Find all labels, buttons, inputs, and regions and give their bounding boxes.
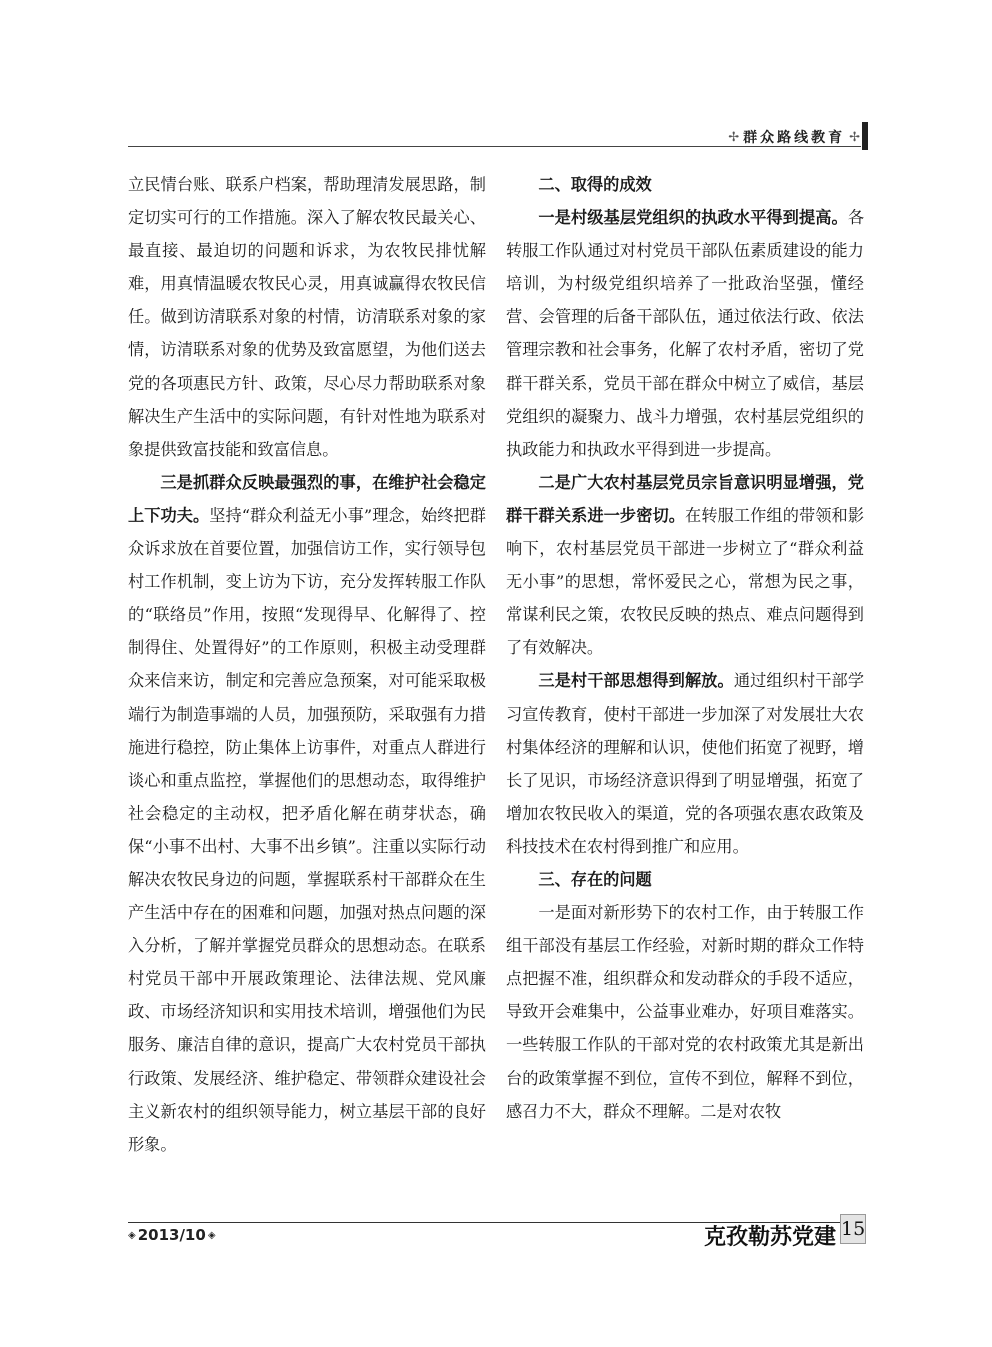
paragraph bbox=[506, 201, 864, 466]
paragraph-body: 通过组织村干部学习宣传教育，使村干部进一步加深了对发展壮大农村集体经济的理解和认识，使他们拓宽了视野，增长了见识，市场经济意识得到了明显增强，拓宽了增加农牧民收入的渠道，党的各项强农惠农政策及科技技术在农村得到推广和应用。 bbox=[506, 671, 865, 856]
header-divider bbox=[128, 146, 861, 147]
issue-label: 2013/10 bbox=[137, 1226, 206, 1244]
paragraph-lead: 一是村级基层党组织的执政水平得到提高。 bbox=[538, 208, 848, 228]
diamond-icon: ◈ bbox=[207, 1229, 216, 1241]
paragraph bbox=[506, 466, 864, 665]
paragraph-lead: 三是抓群众反映最强烈的事，在维护社会稳定上下功夫。 bbox=[128, 472, 486, 525]
cross-ornament-icon: ✢ bbox=[728, 129, 740, 145]
paragraph-lead: 三是村干部思想得到解放。 bbox=[538, 671, 734, 691]
paragraph bbox=[506, 664, 864, 863]
page-number: 15 bbox=[840, 1214, 866, 1244]
section-title: 群众路线教育 bbox=[743, 130, 846, 146]
right-column bbox=[506, 168, 864, 1128]
section-heading: 二、取得的成效 bbox=[538, 175, 652, 194]
left-column bbox=[128, 168, 486, 1161]
header-bar-ornament bbox=[862, 122, 868, 150]
paragraph bbox=[128, 466, 486, 1161]
section-heading: 三、存在的问题 bbox=[538, 869, 652, 889]
cross-ornament-icon: ✢ bbox=[849, 129, 860, 145]
paragraph: 一是面对新形势下的农村工作，由于转服工作组干部没有基层工作经验，对新时期的群众工作特点把握不准，组织群众和发动群众的手段不适应，导致开会难集中，公益事业难办，好项目难落实。一些转服工作队的干部对党的农村政策尤其是新出台的政策掌握不到位，宣传不到位，解释不到位，感召力不大，群众不理解。二是对农牧 bbox=[506, 903, 864, 1121]
paragraph-body: 在转服工作组的带领和影响下，农村基层党员干部进一步树立了“群众利益无小事”的思想，常怀爱民之心，常想为民之事，常谋利民之策，农牧民反映的热点、难点问题得到了有效解决。 bbox=[506, 505, 865, 658]
magazine-title: 克孜勒苏党建 bbox=[703, 1225, 836, 1250]
paragraph-lead: 二是广大农村基层党员宗旨意识明显增强，党群干群关系进一步密切。 bbox=[506, 472, 864, 525]
paragraph: 立民情台账、联系户档案，帮助理清发展思路，制定切实可行的工作措施。深入了解农牧民最关心、最直接、最迫切的问题和诉求，为农牧民排忧解难，用真情温暖农牧民心灵，用真诚赢得农牧民信任。做到访清联系对象的村情，访清联系对象的家情，访清联系对象的优势及致富愿望，为他们送去党的各项惠民方针、政策，尽心尽力帮助联系对象解决生产生活中的实际问题，有针对性地为联系对象提供致富技能和致富信息。 bbox=[128, 175, 486, 459]
paragraph-body: 坚持“群众利益无小事”理念，始终把群众诉求放在首要位置，加强信访工作，实行领导包村工作机制，变上访为下访，充分发挥转服工作队的“联络员”作用，按照“发现得早、化解得了、控制得住、处置得好”的工作原则，积极主动受理群众来信来访，制定和完善应急预案，对可能采取极端行为制造事端的人员，加强预防，采取强有力措施进行稳控，防止集体上访事件，对重点人群进行谈心和重点监控，掌握他们的思想动态，取得维护社会稳定的主动权，把矛盾化解在萌芽状态，确保“小事不出村、大事不出乡镇”。注重以实际行动解决农牧民身边的问题，掌握联系村干部群众在生产生活中存在的困难和问题，加强对热点问题的深入分析，了解并掌握党员群众的思想动态。在联系村党员干部中开展政策理论、法律法规、党风廉政、市场经济知识和实用技术培训，增强他们为民服务、廉洁自律的意识，提高广大农村党员干部执行政策、发展经济、维护稳定、带领群众建设社会主义新农村的组织领导能力，树立基层干部的良好形象。 bbox=[128, 505, 486, 1154]
issue-date bbox=[128, 1226, 216, 1244]
paragraph-body: 各转服工作队通过对村党员干部队伍素质建设的能力培训，为村级党组织培养了一批政治坚强，懂经营、会管理的后备干部队伍，通过依法行政、依法管理宗教和社会事务，化解了农村矛盾，密切了党群干群关系，党员干部在群众中树立了威信，基层党组织的凝聚力、战斗力增强，农村基层党组织的执政能力和执政水平得到进一步提高。 bbox=[506, 208, 864, 459]
diamond-icon: ◈ bbox=[128, 1229, 136, 1241]
section-tag bbox=[728, 126, 860, 148]
